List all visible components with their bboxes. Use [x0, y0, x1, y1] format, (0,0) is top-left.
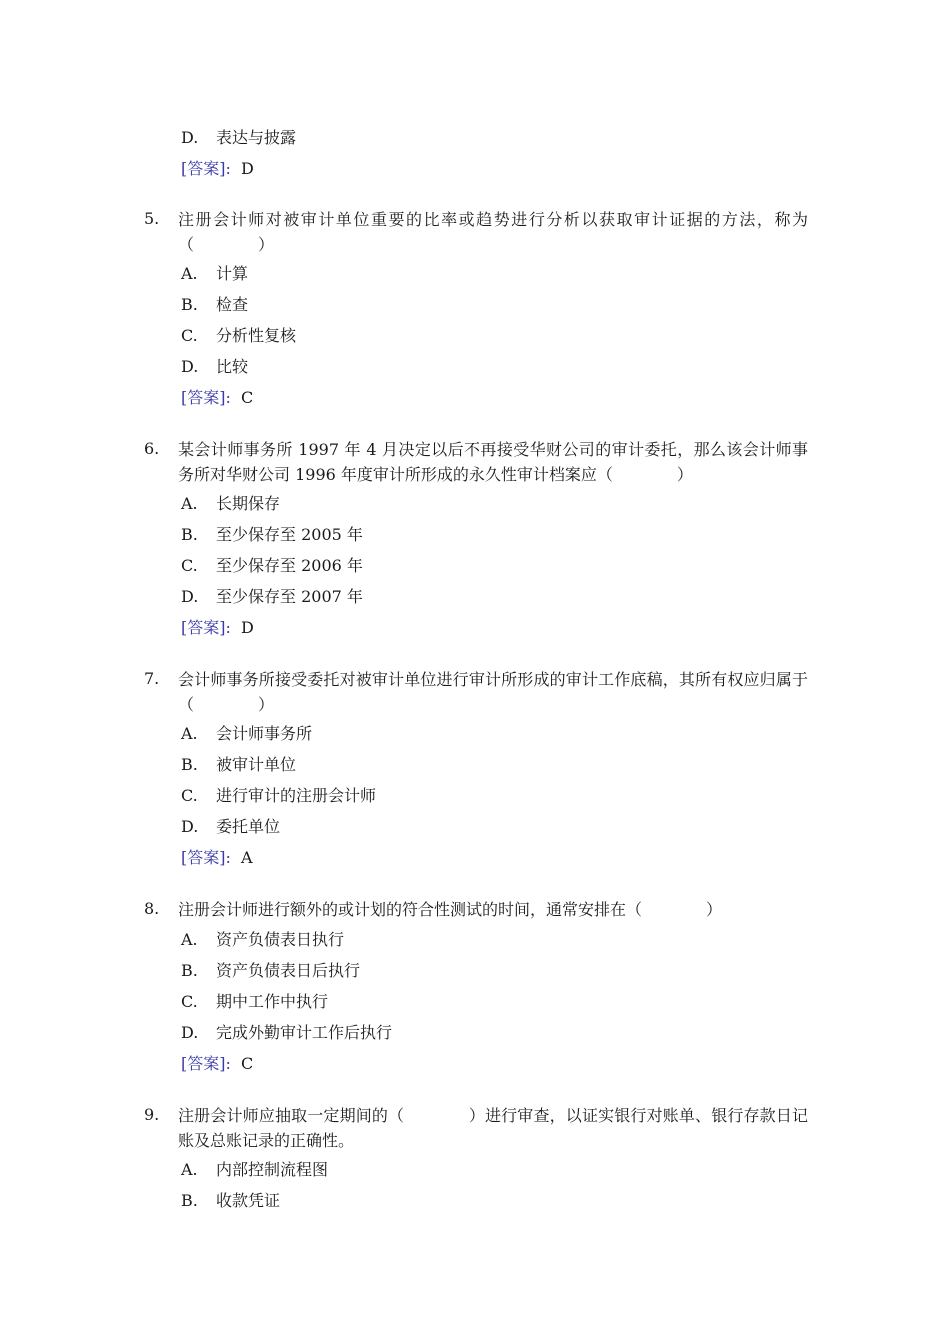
option-letter: D. [181, 1023, 199, 1042]
question-text: 注册会计师进行额外的或计划的符合性测试的时间，通常安排在（ ） [178, 900, 723, 919]
question-number: 6. [144, 439, 160, 458]
option-text: 委托单位 [216, 817, 281, 836]
option-text: 至少保存至 2006 年 [216, 556, 363, 575]
option-letter: D. [181, 587, 199, 606]
option-letter: A. [181, 1160, 198, 1179]
option-text: 完成外勤审计工作后执行 [216, 1023, 393, 1042]
option-text: 至少保存至 2005 年 [216, 525, 363, 544]
option-text: 长期保存 [216, 494, 281, 513]
option-letter: C. [181, 326, 198, 345]
answer-label: [答案]: [181, 618, 231, 637]
option-text: 期中工作中执行 [216, 992, 329, 1011]
option-text: 会计师事务所 [216, 724, 313, 743]
option-text: 进行审计的注册会计师 [216, 786, 377, 805]
option-letter: A. [181, 494, 198, 513]
answer-value: D [241, 159, 254, 178]
option-letter: A. [181, 930, 198, 949]
question-number: 9. [144, 1105, 160, 1124]
option-letter: B. [181, 1191, 198, 1210]
option-letter: C. [181, 786, 198, 805]
question-text: 注册会计师应抽取一定期间的（ ）进行审查，以证实银行对账单、银行存款日记账及总账记录的正确性。 [178, 1106, 808, 1150]
question-text: 注册会计师对被审计单位重要的比率或趋势进行分析以获取审计证据的方法，称为（ ） [178, 210, 808, 254]
answer-value: A [241, 848, 253, 867]
option-letter: D. [181, 128, 199, 147]
option-letter: C. [181, 992, 198, 1011]
option-text: 资产负债表日执行 [216, 930, 345, 949]
option-text: 比较 [216, 357, 249, 376]
option-letter: A. [181, 724, 198, 743]
question-number: 8. [144, 899, 160, 918]
option-letter: D. [181, 357, 199, 376]
option-letter: C. [181, 556, 198, 575]
option-text: 检查 [216, 295, 249, 314]
question-text: 某会计师事务所 1997 年 4 月决定以后不再接受华财公司的审计委托，那么该会计师事务所对华财公司 1996 年度审计所形成的永久性审计档案应（ ） [178, 440, 808, 484]
option-text: 分析性复核 [216, 326, 297, 345]
option-text: 计算 [216, 264, 249, 283]
option-text: 收款凭证 [216, 1191, 281, 1210]
option-letter: B. [181, 755, 198, 774]
question-text: 会计师事务所接受委托对被审计单位进行审计所形成的审计工作底稿，其所有权应归属于（ ） [178, 670, 808, 714]
answer-label: [答案]: [181, 1054, 231, 1073]
answer-value: C [241, 1054, 254, 1073]
option-text: 表达与披露 [216, 128, 297, 147]
option-letter: B. [181, 525, 198, 544]
option-text: 至少保存至 2007 年 [216, 587, 363, 606]
option-letter: A. [181, 264, 198, 283]
option-letter: B. [181, 295, 198, 314]
answer-value: D [241, 618, 254, 637]
option-text: 内部控制流程图 [216, 1160, 329, 1179]
option-letter: B. [181, 961, 198, 980]
answer-label: [答案]: [181, 159, 231, 178]
answer-value: C [241, 388, 254, 407]
answer-label: [答案]: [181, 388, 231, 407]
option-letter: D. [181, 817, 199, 836]
option-text: 被审计单位 [216, 755, 297, 774]
option-text: 资产负债表日后执行 [216, 961, 361, 980]
question-number: 5. [144, 209, 160, 228]
question-number: 7. [144, 669, 160, 688]
answer-label: [答案]: [181, 848, 231, 867]
